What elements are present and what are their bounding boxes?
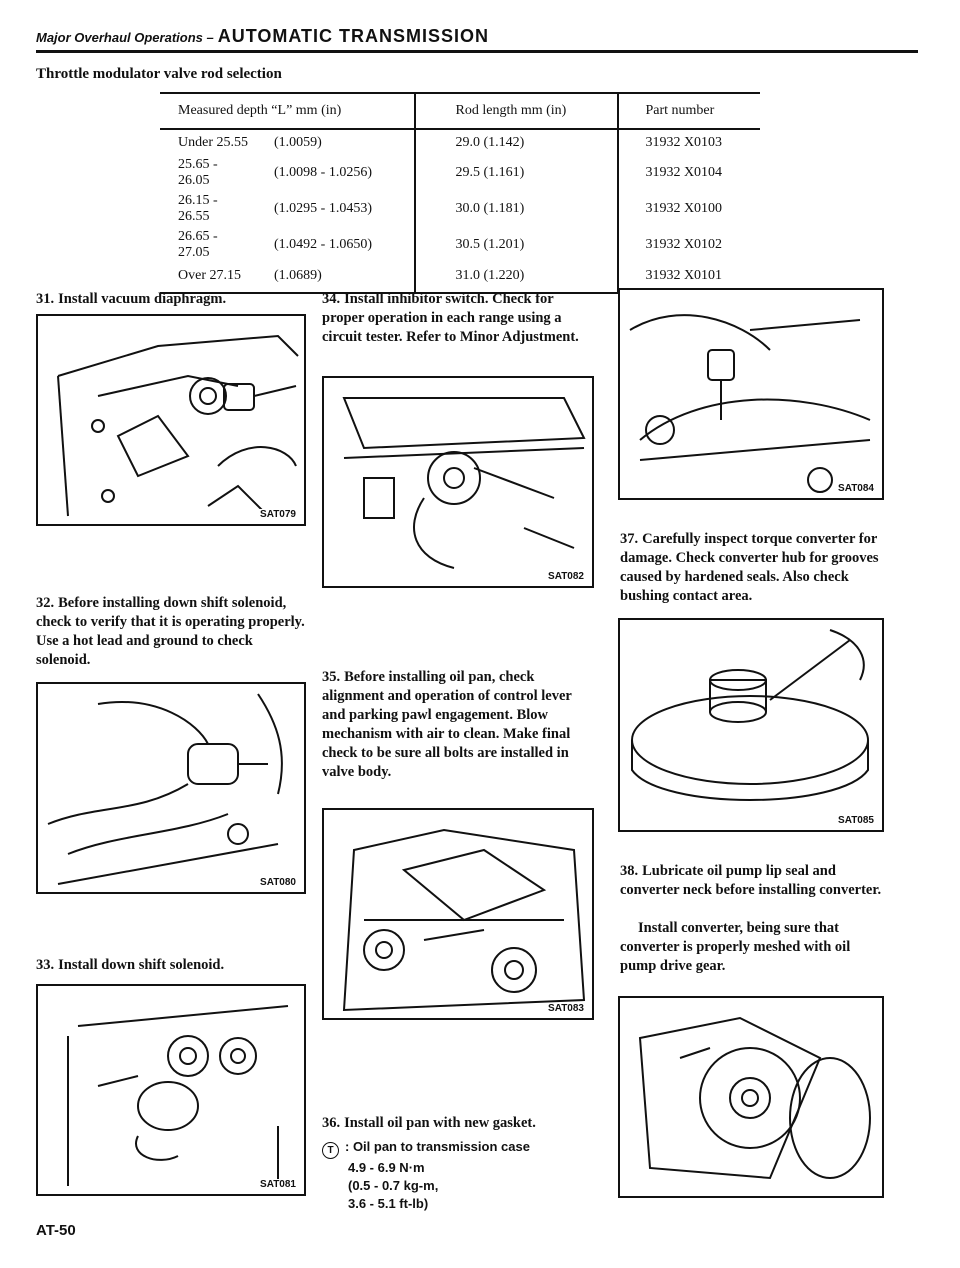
figure-label: SAT079 bbox=[260, 509, 296, 520]
install-converter-illustration bbox=[620, 998, 882, 1196]
table-row bbox=[160, 191, 760, 227]
torque-value-nm: 4.9 - 6.9 N·m bbox=[348, 1160, 425, 1175]
figure-label: SAT083 bbox=[548, 1003, 584, 1014]
torque-value-kgm: (0.5 - 0.7 kg-m, bbox=[348, 1178, 439, 1193]
cell-part-number: 31932 X0100 bbox=[618, 191, 760, 227]
torque-label: : Oil pan to transmission case bbox=[345, 1139, 530, 1154]
step-text: Carefully inspect torque converter for damage. Check converter hub for grooves caused by hardened seals. Also check bushing contact area. bbox=[620, 531, 879, 604]
step-text: Before installing oil pan, check alignment and operation of control lever and parking pawl engagement. Blow mechanism with air to clean. Make final check to be sure all bolts are installed in valve body. bbox=[322, 669, 572, 780]
step-text: Install inhibitor switch. Check for proper operation in each range using a circuit tester. Refer to Minor Adjustment. bbox=[322, 291, 579, 345]
step-number: 32. bbox=[36, 595, 55, 611]
page-number: AT-50 bbox=[36, 1222, 76, 1239]
down-shift-solenoid-illustration bbox=[38, 986, 304, 1194]
cell-depth-in: (1.0492 - 1.0650) bbox=[274, 237, 372, 252]
table-caption: Throttle modulator valve rod selection bbox=[36, 66, 282, 82]
torque-value-ftlb: 3.6 - 5.1 ft-lb) bbox=[348, 1196, 429, 1211]
figure-label: SAT081 bbox=[260, 1179, 296, 1190]
step-35 bbox=[322, 668, 592, 782]
cell-depth-in: (1.0059) bbox=[274, 134, 322, 150]
torque-wrench-icon: T bbox=[322, 1142, 339, 1159]
figure-install-converter bbox=[618, 996, 884, 1198]
cell-depth-in: (1.0098 - 1.0256) bbox=[274, 165, 372, 180]
step-number: 36. bbox=[322, 1115, 341, 1131]
table-row bbox=[160, 155, 760, 191]
cell-part-number: 31932 X0102 bbox=[618, 227, 760, 263]
table-row bbox=[160, 227, 760, 263]
cell-depth-mm: 26.15 - 26.55 bbox=[178, 193, 218, 224]
step-number: 37. bbox=[620, 531, 639, 547]
step-32 bbox=[36, 594, 306, 670]
step-number: 31. bbox=[36, 291, 55, 307]
solenoid-test-illustration bbox=[38, 684, 304, 892]
cell-rod-length: 30.0 (1.181) bbox=[415, 191, 619, 227]
cell-part-number: 31932 X0103 bbox=[618, 129, 760, 155]
cell-rod-length: 29.5 (1.161) bbox=[415, 155, 619, 191]
figure-valve-body bbox=[322, 808, 594, 1020]
step-text: Before installing down shift solenoid, check to verify that it is operating properly. Use a hot lead and ground to check solenoid. bbox=[36, 595, 305, 668]
step-36 bbox=[322, 1114, 592, 1133]
step-31 bbox=[36, 290, 306, 309]
step-number: 38. bbox=[620, 863, 639, 879]
cell-depth-mm: 25.65 - 26.05 bbox=[178, 157, 218, 188]
figure-label: SAT082 bbox=[548, 571, 584, 582]
figure-label: SAT084 bbox=[838, 483, 874, 494]
step-34 bbox=[322, 290, 592, 347]
step-text: Install oil pan with new gasket. bbox=[344, 1115, 536, 1131]
step-number: 35. bbox=[322, 669, 341, 685]
section-name: Major Overhaul Operations – bbox=[36, 30, 214, 45]
page-title: AUTOMATIC TRANSMISSION bbox=[217, 26, 490, 46]
cell-depth-mm: 26.65 - 27.05 bbox=[178, 229, 218, 260]
cell-rod-length: 29.0 (1.142) bbox=[415, 129, 619, 155]
step-37 bbox=[620, 530, 882, 606]
figure-torque-converter bbox=[618, 618, 884, 832]
col-header-part-number: Part number bbox=[618, 93, 760, 129]
torque-spec-line bbox=[322, 1138, 592, 1159]
col-header-depth: Measured depth “L” mm (in) bbox=[160, 93, 415, 129]
figure-inhibitor-switch bbox=[322, 376, 594, 588]
valve-body-illustration bbox=[324, 810, 592, 1018]
cell-depth-in: (1.0295 - 1.0453) bbox=[274, 201, 372, 216]
cell-rod-length: 30.5 (1.201) bbox=[415, 227, 619, 263]
step-text: Install vacuum diaphragm. bbox=[58, 291, 227, 307]
step-38-continued: Install converter, being sure that converter is properly meshed with oil pump drive gear. bbox=[620, 920, 851, 974]
figure-label: SAT080 bbox=[260, 877, 296, 888]
step-38 bbox=[620, 862, 882, 900]
torque-converter-illustration bbox=[620, 620, 882, 830]
figure-torque-converter-check bbox=[618, 288, 884, 500]
step-text: Lubricate oil pump lip seal and converter neck before installing converter. bbox=[620, 863, 882, 898]
step-text: Install down shift solenoid. bbox=[58, 957, 225, 973]
cell-depth-in: (1.0689) bbox=[256, 263, 415, 293]
torque-spec bbox=[322, 1138, 592, 1213]
torque-converter-check-illustration bbox=[620, 290, 882, 498]
step-number: 33. bbox=[36, 957, 55, 973]
vacuum-diaphragm-illustration bbox=[38, 316, 304, 524]
step-33 bbox=[36, 956, 306, 975]
cell-part-number: 31932 X0104 bbox=[618, 155, 760, 191]
rod-selection-table bbox=[160, 92, 760, 294]
col-header-rod-length: Rod length mm (in) bbox=[415, 93, 619, 129]
header-rule bbox=[36, 50, 918, 53]
step-number: 34. bbox=[322, 291, 341, 307]
figure-solenoid-test bbox=[36, 682, 306, 894]
table-header-row bbox=[160, 93, 760, 129]
cell-rod-length: 31.0 (1.220) bbox=[415, 263, 619, 293]
cell-depth-mm: Under 25.55 bbox=[178, 134, 248, 150]
cell-part-number: 31932 X0101 bbox=[618, 263, 760, 293]
figure-down-shift-solenoid bbox=[36, 984, 306, 1196]
inhibitor-switch-illustration bbox=[324, 378, 592, 586]
figure-vacuum-diaphragm bbox=[36, 314, 306, 526]
table-row bbox=[160, 129, 760, 155]
cell-depth-mm: Over 27.15 bbox=[160, 263, 256, 293]
page-header bbox=[36, 26, 916, 47]
figure-label: SAT085 bbox=[838, 815, 874, 826]
